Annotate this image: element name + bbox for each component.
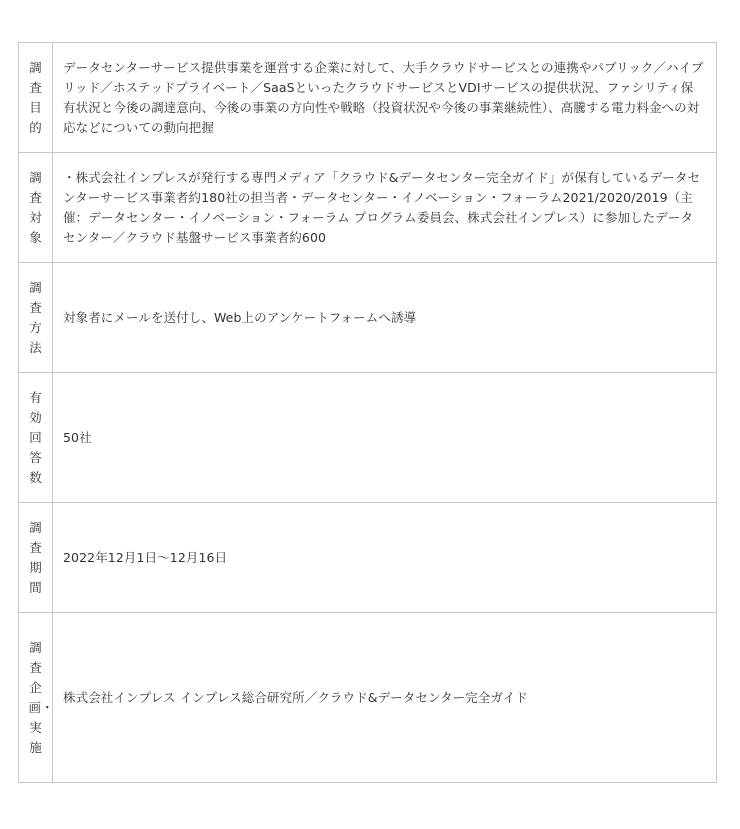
row-label: 調査方法 [29,279,42,355]
row-value: データセンターサービス提供事業を運営する企業に対して、大手クラウドサービスとの連携やパブリック／ハイブリッド／ホステッドプライベート／SaaSといったクラウドサービスとVDIサービスの提供状況、ファシリティ保有状況と今後の調達意向、今後の事業の方向性や戦略（投資状況や今後の事業継続性）、高騰する電力料金への対応などについての動向把握 [63,59,704,135]
row-value-cell [53,373,717,503]
row-value: 50社 [63,429,92,445]
survey-overview-table [18,42,717,783]
row-label: 調査期間 [29,519,42,595]
row-value: 株式会社インプレス インプレス総合研究所／クラウド&データセンター完全ガイド [63,689,528,705]
table-row-purpose [19,43,717,153]
row-value: 対象者にメールを送付し、Web上のアンケートフォームへ誘導 [63,309,417,325]
row-label-cell [19,153,53,263]
row-value-cell [53,263,717,373]
row-label: 調査目的 [29,59,42,135]
table-row-period [19,503,717,613]
row-value-cell [53,43,717,153]
table-row-responses [19,373,717,503]
row-label-cell [19,613,53,783]
row-value: 2022年12月1日～12月16日 [63,549,228,565]
row-value-cell [53,503,717,613]
row-value-cell [53,153,717,263]
row-label-cell [19,263,53,373]
row-label: 調査対象 [29,169,42,245]
table-row-target [19,153,717,263]
row-value: ・株式会社インプレスが発行する専門メディア「クラウド&データセンター完全ガイド」が保有しているデータセンターサービス事業者約180社の担当者・データセンター・イノベーション・フォーラム2021/2020/2019（主催：データセンター・イノベーション・フォーラム プログラム委員会、株式会社インプレス）に参加したデータセンター／クラウド基盤サービス事業者約600 [63,169,701,245]
row-label: 調査企画・実施 [28,639,54,755]
row-value-cell [53,613,717,783]
row-label-cell [19,373,53,503]
row-label: 有効回答数 [29,389,42,485]
row-label-cell [19,43,53,153]
row-label-cell [19,503,53,613]
table-row-organizer [19,613,717,783]
table-row-method [19,263,717,373]
